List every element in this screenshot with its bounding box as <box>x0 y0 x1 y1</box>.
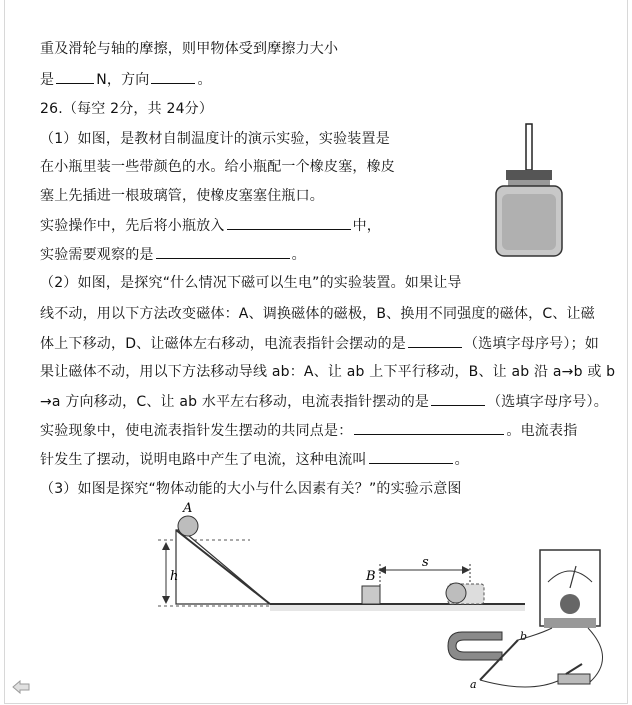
wire-to-switch <box>480 680 560 687</box>
q26-header: 26.（每空 2分，共 24分） <box>40 101 214 117</box>
answer-blank-current-name[interactable] <box>369 450 453 464</box>
answer-blank-friction[interactable] <box>56 70 94 84</box>
label-ball-a: A <box>183 501 193 516</box>
label-block-b: B <box>366 569 376 584</box>
q25-line-2: 是 N，方向 。 <box>40 72 212 88</box>
q25-line-1: 重及滑轮与轴的摩擦，则甲物体受到摩擦力大小 <box>40 41 339 57</box>
horseshoe-magnet <box>448 632 502 660</box>
answer-blank-magnet-change[interactable] <box>408 334 462 348</box>
switch-lever <box>566 664 582 674</box>
block-b <box>362 586 380 604</box>
part2-line-7: 针发生了摆动，说明电路中产生了电流，这种电流叫 。 <box>40 452 469 468</box>
part2-line-4: 果让磁体不动，用以下方法移动导线 ab：A、让 ab 上下平行移动，B、让 ab 沿 a→b 或 b <box>40 364 616 380</box>
rubber-stopper <box>506 170 552 180</box>
part1-line-1: （1）如图，是教材自制温度计的演示实验，实验装置是 <box>40 131 390 147</box>
height-arrow-head-down <box>162 596 170 604</box>
part2-line-2: 线不动，用以下方法改变磁体：A、调换磁体的磁极，B、换用不同强度的磁体，C、让磁 <box>40 306 595 322</box>
distance-arrow-head-left <box>378 566 386 574</box>
glass-tube <box>526 124 532 170</box>
colored-water <box>502 194 556 250</box>
part2-line-1: （2）如图，是探究“什么情况下磁可以生电”的实验装置。如果让导 <box>40 275 462 291</box>
answer-blank-wire-move[interactable] <box>431 392 485 406</box>
part1-line-2: 在小瓶里装一些带颜色的水。给小瓶配一个橡皮塞，橡皮 <box>40 159 395 175</box>
part2-line-3: 体上下移动，D、让磁体左右移动，电流表指针会摆动的是 （选填字母序号）；如 <box>40 336 599 352</box>
part3-line-1: （3）如图是探究“物体动能的大小与什么因素有关？”的实验示意图 <box>40 481 462 497</box>
switch[interactable] <box>558 674 590 684</box>
answer-blank-environments[interactable] <box>227 216 351 230</box>
answer-blank-direction[interactable] <box>151 70 195 84</box>
label-wire-b: b <box>520 630 528 643</box>
thermometer-bottle-figure <box>490 122 570 262</box>
back-arrow-icon[interactable] <box>12 680 30 694</box>
label-height-h: h <box>170 569 179 584</box>
ammeter-coil <box>560 594 580 614</box>
label-distance-s: s <box>422 555 429 570</box>
part1-line-4: 实验操作中，先后将小瓶放入 中， <box>40 218 382 234</box>
part2-line-6: 实验现象中，使电流表指针发生摆动的共同点是： 。电流表指 <box>40 423 578 439</box>
height-arrow-head-up <box>162 542 170 550</box>
ammeter-base <box>544 618 596 628</box>
answer-blank-observe[interactable] <box>156 245 290 259</box>
ball-a <box>178 516 198 536</box>
part1-line-3: 塞上先插进一根玻璃管，使橡皮塞塞住瓶口。 <box>40 188 324 204</box>
label-wire-a: a <box>470 678 477 691</box>
part1-line-5: 实验需要观察的是 。 <box>40 247 306 263</box>
induction-apparatus-figure <box>440 548 620 698</box>
bottle-neck <box>508 180 550 186</box>
answer-blank-common-point[interactable] <box>354 421 504 435</box>
part2-line-5: →a 方向移动，C、让 ab 水平左右移动，电流表指针摆动的是 （选填字母序号）。 <box>40 394 608 410</box>
